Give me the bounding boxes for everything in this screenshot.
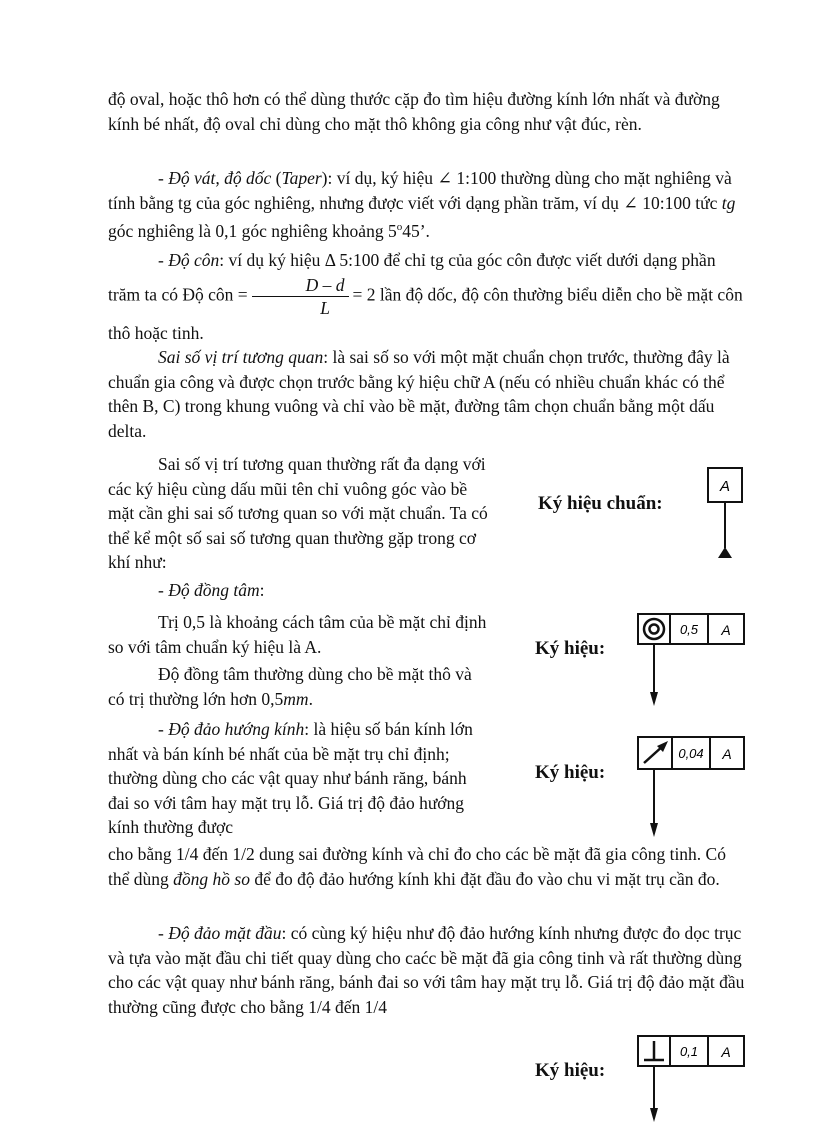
runout-value: 0,04 <box>678 746 704 761</box>
degree-mark: o <box>396 221 403 233</box>
prefix: - <box>158 923 169 943</box>
radial-cont-text-b: để đo độ đảo hướng kính khi đặt đầu đo vào chu vi mặt trụ cần đo. <box>249 868 720 889</box>
paragraph-taper <box>108 166 748 243</box>
cone-text-a: : ví dụ ký hiệu Δ 5:100 để chỉ tg của góc côn được viết dưới dạng phần trăm ta có Độ côn = <box>108 250 716 305</box>
term-taper: Độ vát, độ dốc <box>168 168 272 188</box>
taper-text-b: góc nghiêng là 0,1 góc nghiêng khoảng 5 <box>108 220 397 241</box>
heading-concentricity <box>108 578 488 603</box>
datum-triangle <box>718 547 732 558</box>
face-symbol-label: Ký hiệu: <box>535 1060 606 1081</box>
concentricity-value-text: Trị 0,5 là khoảng cách tâm của bề mặt chỉ định so với tâm chuẩn ký hiệu là A. <box>108 612 487 657</box>
face-datum: A <box>721 1044 731 1060</box>
term-dial-gauge: đồng hồ so <box>173 868 250 889</box>
concentricity-value: 0,5 <box>679 622 699 637</box>
paragraph-position-variety <box>108 452 488 575</box>
axial-runout-text: : có cùng ký hiệu như độ đảo hướng kính nhưng được đo dọc trục và tựa vào mặt đầu chi tiết quay dùng cho caćc bề mặt đã gia công tinh và rất thường dùng cho các vật quay như bánh răng, bánh đai so với tâm hay mặt trụ lỗ. Giá trị độ đảo mặt đầu thường cũng được cho bằng 1/4 đến 1/4 <box>108 923 745 1017</box>
concentricity-datum: A <box>721 622 731 638</box>
paragraph-oval-text: độ oval, hoặc thô hơn có thể dùng thước cặp đo tìm hiệu đường kính lớn nhất và đường kính bé nhất, độ oval chỉ dùng cho mặt thô không gia công như vật đúc, rèn. <box>108 89 720 134</box>
paragraph-oval <box>108 87 748 136</box>
concentricity-use-text: Độ đồng tâm thường dùng cho bề mặt thô và có trị thường lớn hơn 0,5 <box>108 664 472 709</box>
prefix: - <box>158 250 169 270</box>
paragraph-position-error <box>108 345 748 443</box>
term-radial-runout: Độ đảo hướng kính <box>168 719 305 739</box>
paragraph-cone <box>108 246 748 347</box>
concentricity-icon <box>644 619 664 639</box>
paragraph-radial-runout-cont <box>108 842 748 891</box>
arrow-down-icon <box>650 692 658 706</box>
face-runout-symbol <box>632 1032 748 1123</box>
cone-text-b: = 2 lần độ dốc, độ côn thường biểu diễn cho bề mặt côn thô hoặc tinh. <box>108 284 743 343</box>
prefix: - <box>158 168 169 188</box>
arrow-down-icon <box>650 1108 658 1122</box>
paragraph-radial-runout <box>108 717 488 840</box>
term-concentricity: Độ đồng tâm <box>168 580 260 600</box>
radial-cont-text-a: cho bằng 1/4 đến 1/2 dung sai đường kính và chỉ đo cho các bề mặt đã gia công tinh. Có thể dùng <box>108 844 726 889</box>
term-taper-en: Taper <box>281 168 322 188</box>
period: . <box>308 688 313 709</box>
paragraph-concentricity-use <box>108 662 488 711</box>
term-position-error: Sai số vị trí tương quan <box>158 347 324 367</box>
term-cone: Độ côn <box>168 250 220 270</box>
term-axial-runout: Độ đảo mặt đầu <box>168 923 282 943</box>
arrow-down-icon <box>650 823 658 837</box>
term-tg: tg <box>721 192 736 213</box>
fraction-denominator: L <box>320 298 330 318</box>
concentricity-symbol-label: Ký hiệu: <box>535 638 606 659</box>
prefix: - <box>158 580 169 600</box>
radial-runout-text: : là hiệu số bán kính lớn nhất và bán kính bé nhất của bề mặt trụ chỉ định; thường dùng cho các vật quay như bánh răng, bánh đai so với tâm hay mặt trụ lỗ. Giá trị độ đảo hướng kính thường được <box>108 719 473 837</box>
face-value: 0,1 <box>679 1044 699 1059</box>
open-paren: ( <box>271 168 282 188</box>
cone-fraction <box>252 274 349 319</box>
datum-symbol <box>700 462 750 562</box>
taper-text-a: ): ví dụ, ký hiệu ∠ 1:100 thường dùng cho mặt nghiêng và tính bằng tg của góc nghiêng, nhưng được viết với dạng phần trăm, ví dụ ∠ 10:100 tức <box>108 168 732 213</box>
position-variety-text: Sai số vị trí tương quan thường rất đa dạng với các ký hiệu cùng dấu mũi tên chỉ vuông góc vào bề mặt cần ghi sai số tương quan so với mặt chuẩn. Ta có thể kể một số sai số tương quan thường gặp trong cơ khí như: <box>108 454 488 572</box>
paragraph-axial-runout <box>108 921 748 1019</box>
prefix: - <box>158 719 169 739</box>
radial-runout-symbol-label: Ký hiệu: <box>535 762 606 783</box>
concentricity-inner-circle <box>650 625 659 634</box>
fraction-numerator: D – d <box>252 274 349 297</box>
radial-runout-symbol <box>632 733 748 841</box>
taper-text-c: 45’. <box>402 220 430 241</box>
datum-symbol-label: Ký hiệu chuẩn: <box>538 493 663 514</box>
paragraph-concentricity-value <box>108 610 488 659</box>
unit-mm: mm <box>283 688 309 709</box>
suffix: : <box>259 580 265 600</box>
concentricity-symbol <box>632 610 748 710</box>
position-error-text: : là sai số so với một mặt chuẩn chọn trước, thường đây là chuẩn gia công và được chọn trước bằng ký hiệu chữ A (nếu có nhiều chuẩn khác có thể thên B, C) trong khung vuông và chỉ vào bề mặt, đường tâm chọn chuẩn bằng một dấu delta. <box>108 347 730 441</box>
runout-datum: A <box>722 746 732 762</box>
datum-letter: A <box>719 478 731 495</box>
